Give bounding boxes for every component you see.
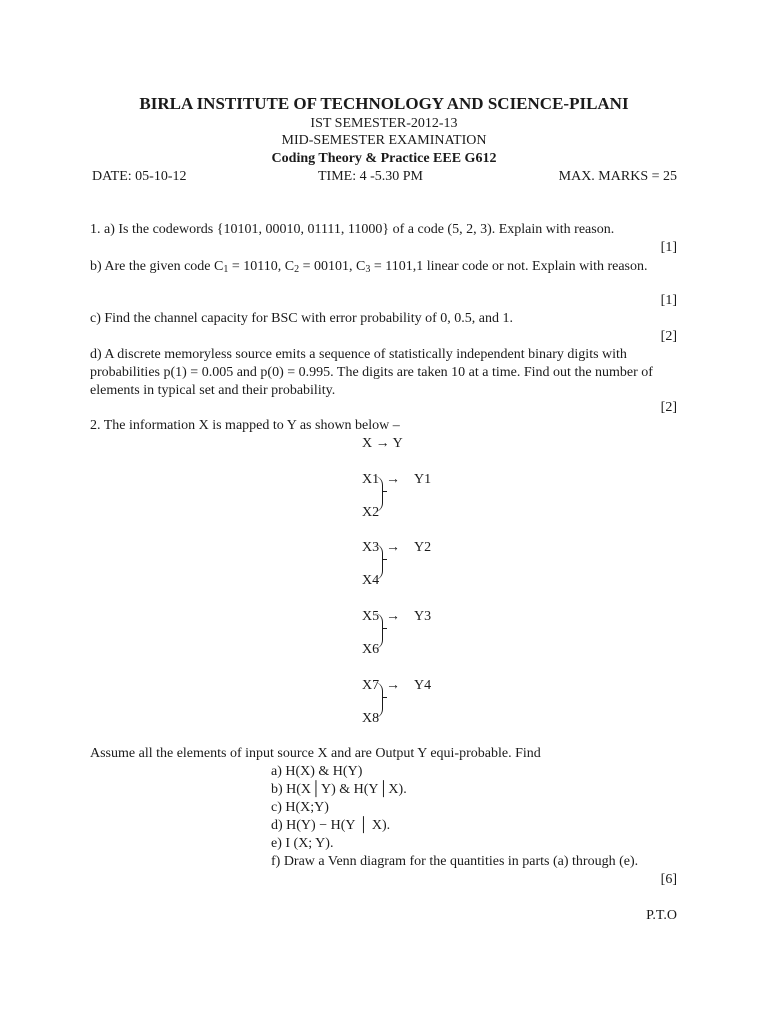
mapping-x-label: X5: [362, 609, 380, 624]
mapping-y-label: Y1: [414, 472, 432, 487]
exam-type: MID-SEMESTER EXAMINATION: [281, 133, 487, 148]
q1c-text: c) Find the channel capacity for BSC with error probability of 0, 0.5, and 1.: [90, 311, 514, 326]
mapping-x-label: X3: [362, 540, 380, 555]
max-marks: MAX. MARKS = 25: [558, 169, 677, 184]
q2-part: d) H(Y) − H(Y │ X).: [271, 818, 391, 833]
q2-intro: 2. The information X is mapped to Y as shown below –: [90, 418, 400, 433]
exam-time: TIME: 4 -5.30 PM: [318, 169, 423, 184]
mapping-arrow: →: [386, 678, 400, 693]
q1a-marks: [1]: [660, 240, 677, 255]
institute-title: BIRLA INSTITUTE OF TECHNOLOGY AND SCIENCE-PILANI: [139, 94, 629, 113]
brace-icon: [374, 476, 383, 512]
mapping-x-label: X4: [362, 573, 380, 588]
q2-marks: [6]: [660, 872, 677, 887]
mapping-arrow: →: [386, 472, 400, 487]
q2-part: b) H(X│Y) & H(Y│X).: [271, 782, 407, 797]
mapping-header: X → Y: [362, 436, 403, 451]
mapping-x-label: X2: [362, 505, 380, 520]
q2-assume: Assume all the elements of input source X and are Output Y equi-probable. Find: [90, 746, 541, 761]
brace-icon: [374, 682, 383, 718]
mapping-y-label: Y2: [414, 540, 432, 555]
q1d-text: d) A discrete memoryless source emits a sequence of statistically independent binary digits with probabilities p(1) = 0.005 and p(0) = 0.995. The digits are taken 10 at a time. Find out the number of elements in typical set and their probability.: [90, 347, 653, 398]
pto-label: P.T.O: [646, 908, 677, 923]
q2-part: f) Draw a Venn diagram for the quantities in parts (a) through (e).: [271, 854, 639, 869]
q1a-text: 1. a) Is the codewords {10101, 00010, 01111, 11000} of a code (5, 2, 3). Explain with reason.: [90, 222, 615, 237]
mapping-x-label: X1: [362, 472, 380, 487]
q1d-marks: [2]: [660, 400, 677, 415]
q2-part: e) I (X; Y).: [271, 836, 334, 851]
mapping-y-label: Y4: [414, 678, 432, 693]
q1c-marks: [2]: [660, 329, 677, 344]
q1b-text: b) Are the given code $C_1 = 10110$, $C_2 = 00101$, $C_3 = 1101,1$ linear code or not. Explain with reason.: [90, 259, 648, 275]
q1b-marks: [1]: [660, 293, 677, 308]
mapping-x-label: X7: [362, 678, 380, 693]
mapping-y-label: Y3: [414, 609, 432, 624]
mapping-x-label: X6: [362, 642, 380, 657]
mapping-x-label: X8: [362, 711, 380, 726]
exam-date: DATE: 05-10-12: [92, 169, 187, 184]
brace-icon: [374, 613, 383, 649]
brace-icon: [374, 544, 383, 580]
mapping-arrow: →: [386, 540, 400, 555]
semester-line: IST SEMESTER-2012-13: [310, 116, 458, 131]
q2-part: a) H(X) & H(Y): [271, 764, 363, 779]
q2-part: c) H(X;Y): [271, 800, 329, 815]
course-name: Coding Theory & Practice EEE G612: [271, 151, 497, 166]
mapping-arrow: →: [386, 609, 400, 624]
